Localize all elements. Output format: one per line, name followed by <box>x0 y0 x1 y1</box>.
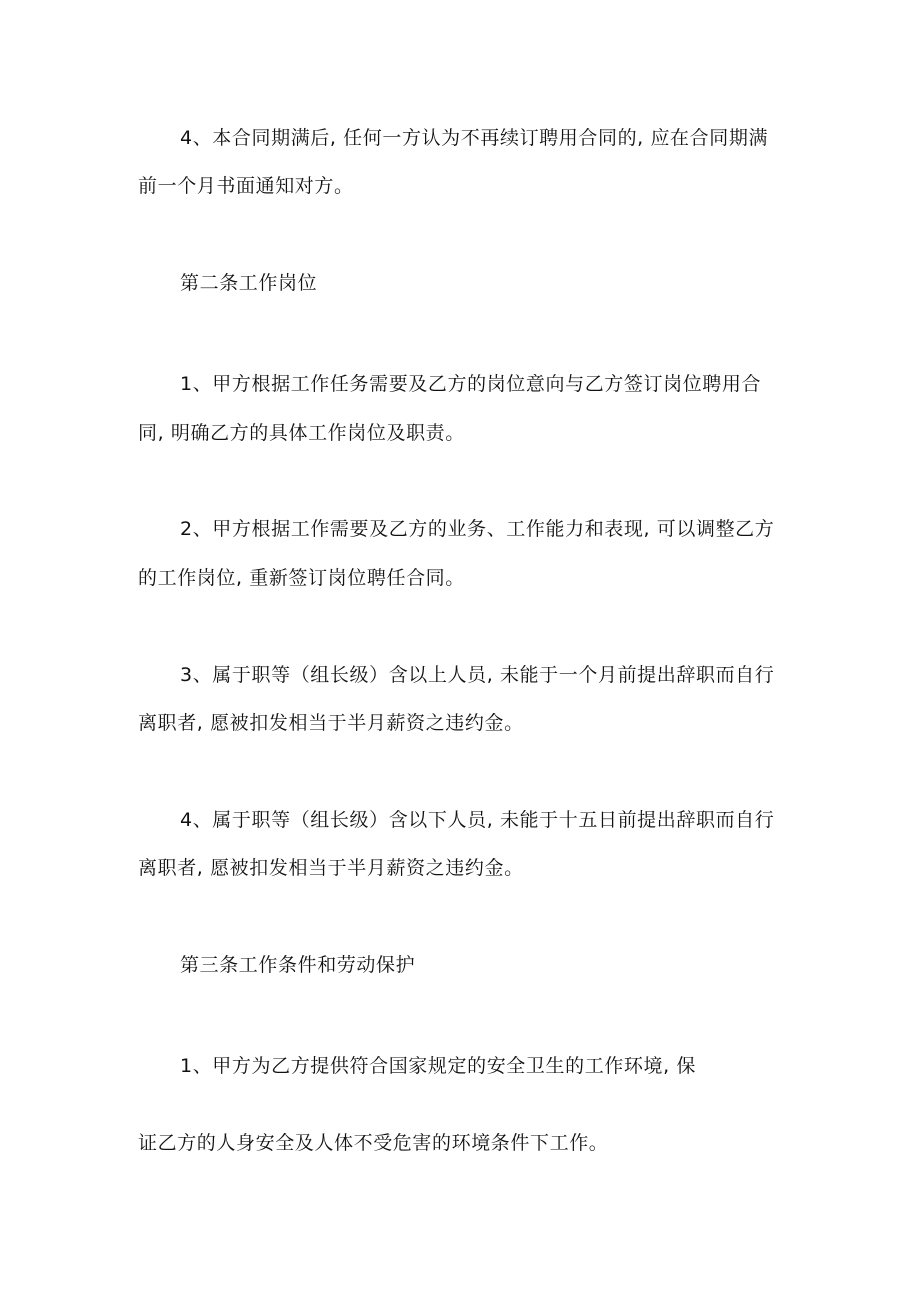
article-2-item-3-line-2: 离职者, 愿被扣发相当于半月薪资之违约金。 <box>138 712 524 734</box>
article-2-item-3-line-1: 3、属于职等（组长级）含以上人员, 未能于一个月前提出辞职而自行 <box>180 664 775 686</box>
article-2-item-2-line-1: 2、甲方根据工作需要及乙方的业务、工作能力和表现, 可以调整乙方 <box>180 518 775 540</box>
article-2-item-1-line-1: 1、甲方根据工作任务需要及乙方的岗位意向与乙方签订岗位聘用合 <box>180 373 762 395</box>
clause-1-item-4-line-2: 前一个月书面通知对方。 <box>138 175 354 197</box>
article-2-item-2-line-2: 的工作岗位, 重新签订岗位聘任合同。 <box>138 567 465 589</box>
clause-1-item-4-line-1: 4、本合同期满后, 任何一方认为不再续订聘用合同的, 应在合同期满 <box>180 127 769 149</box>
article-3-item-1-line-2: 证乙方的人身安全及人体不受危害的环境条件下工作。 <box>138 1132 609 1154</box>
article-2-item-4-line-2: 离职者, 愿被扣发相当于半月薪资之违约金。 <box>138 857 524 879</box>
article-2-item-4-line-1: 4、属于职等（组长级）含以下人员, 未能于十五日前提出辞职而自行 <box>180 809 775 831</box>
article-3-item-1-line-1: 1、甲方为乙方提供符合国家规定的安全卫生的工作环境, 保 <box>180 1055 696 1077</box>
article-2-item-1-line-2: 同, 明确乙方的具体工作岗位及职责。 <box>138 422 465 444</box>
article-2-heading: 第二条工作岗位 <box>180 272 318 294</box>
article-3-heading: 第三条工作条件和劳动保护 <box>180 954 416 976</box>
